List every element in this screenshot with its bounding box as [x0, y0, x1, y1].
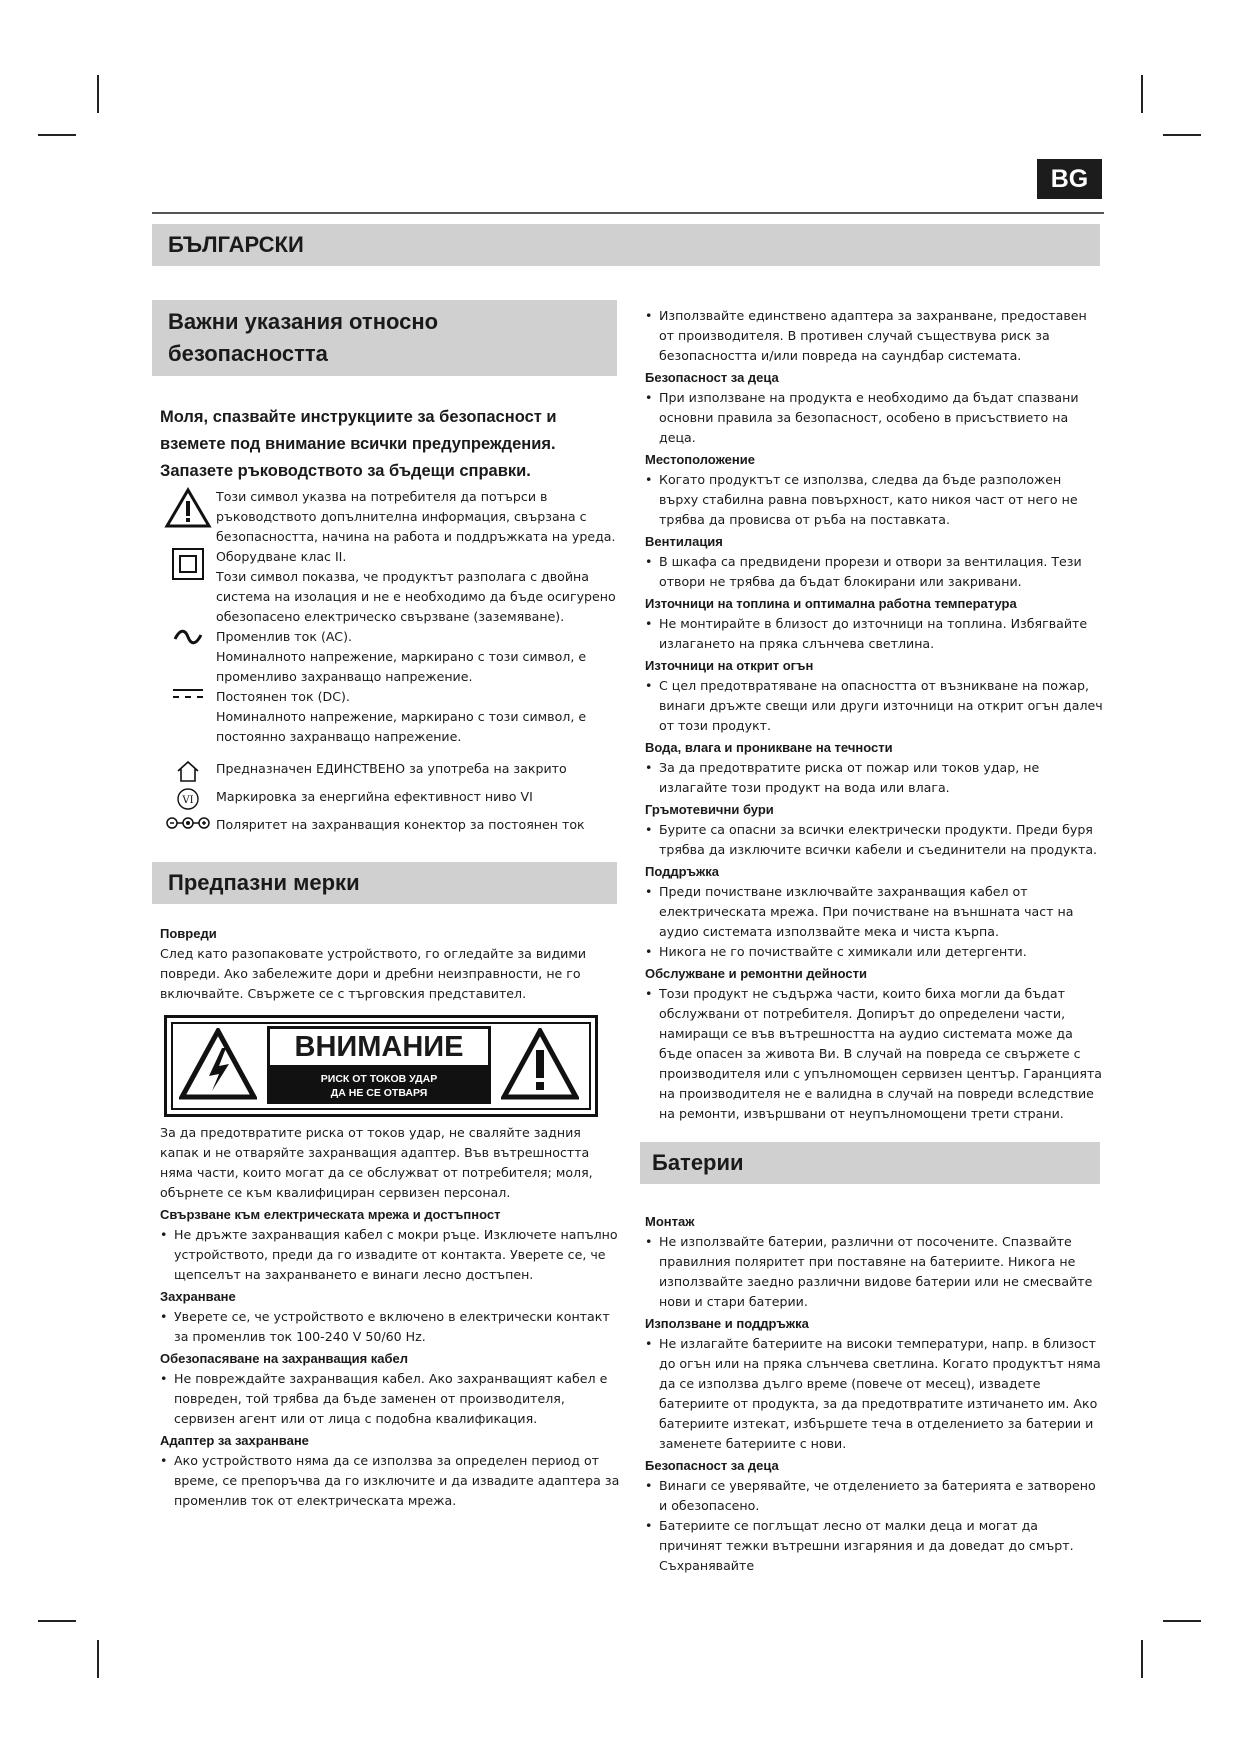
bullet-item: • Уверете се, че устройството е включено в електрически контакт за променлив ток 100-240 V 50/60 Hz.: [160, 1307, 620, 1347]
crop-mark: [1141, 1640, 1143, 1678]
bullet-item: • Когато продуктът се използва, следва да бъде разположен върху стабилна равна повърхност, като никоя част от него не трябва да провисва от ръба на поставката.: [645, 470, 1103, 530]
shock-warning-label: [164, 1015, 598, 1117]
right-sections: [645, 368, 1103, 1124]
section-heading: Източници на топлина и оптимална работна температура: [645, 596, 1017, 611]
bullet-item: • Не повреждайте захранващия кабел. Ако захранващият кабел е повреден, той трябва да бъде заменен от производителя, сервизен агент или от лица с подобна квалификация.: [160, 1369, 620, 1429]
symbol-description: [216, 687, 620, 747]
section-heading: Безопасност за деца: [645, 370, 779, 385]
bullet-item: • Бурите са опасни за всички електрически продукти. Преди буря трябва да изключите всички кабели и съединители на продукта.: [645, 820, 1103, 860]
safety-title: Важни указания относно безопасността: [152, 300, 617, 376]
section-heading: Обезопасяване на захранващия кабел: [160, 1351, 409, 1366]
section-heading: Гръмотевични бури: [645, 802, 774, 817]
symbol-description: [216, 547, 620, 627]
battery-column: [645, 1210, 1103, 1576]
section-heading: Свързване към електрическата мрежа и достъпност: [160, 1207, 501, 1222]
polarity-icon: [160, 815, 216, 831]
section-heading: Вентилация: [645, 534, 723, 549]
safety-intro: [160, 404, 620, 835]
symbol-description: [216, 759, 620, 779]
symbol-line: Променлив ток (AC).: [216, 629, 352, 644]
symbol-list: [160, 487, 620, 835]
damage-text: След като разопаковате устройството, го огледайте за видими повреди. Ако забележите дори и дребни неизправности, не го включвайте. Свържете се с търговския представител.: [160, 946, 587, 1001]
language-title: БЪЛГАРСКИ: [152, 224, 1100, 266]
bullet-item: • Винаги се уверявайте, че отделението за батерията е затворено и обезопасено.: [645, 1476, 1103, 1516]
lightning-warning-icon: [179, 1028, 257, 1100]
bullet-item: • С цел предотвратяване на опасността от възникване на пожар, винаги дръжте свещи или други източници на открит огън далеч от този продукт.: [645, 676, 1103, 736]
bullet-item: • Не излагайте батериите на високи температури, напр. в близост до огън или на пряка слънчева светлина. Когато продуктът няма да се използва дълго време (повече от месец), извадете батериите от продукта, за да предотвратите изтичането им. Ако батериите изтекат, избършете теча в отделението за батерии и заменете батериите с нови.: [645, 1334, 1103, 1454]
left-sections: [160, 1205, 620, 1511]
crop-mark: [38, 1620, 76, 1622]
battery-sections: [645, 1212, 1103, 1576]
section-heading: Безопасност за деца: [645, 1458, 779, 1473]
damage-section: [160, 922, 620, 1004]
divider: [152, 212, 1104, 214]
symbol-row: [160, 815, 620, 835]
shock-section: [160, 1123, 620, 1511]
section-heading: Вода, влага и проникване на течности: [645, 740, 893, 755]
warning-triangle-icon: [160, 487, 216, 529]
section-heading: Използване и поддръжка: [645, 1316, 809, 1331]
symbol-row: [160, 487, 620, 547]
warning-subtitle: [267, 1068, 491, 1104]
crop-mark: [1163, 1620, 1201, 1622]
class-ii-icon: [160, 547, 216, 581]
precautions-title: Предпазни мерки: [152, 862, 617, 904]
crop-mark: [97, 75, 99, 113]
crop-mark: [97, 1640, 99, 1678]
bullet-item: • В шкафа са предвидени прорези и отвори за вентилация. Тези отвори не трябва да бъдат блокирани или закривани.: [645, 552, 1103, 592]
symbol-row: [160, 547, 620, 627]
symbol-row: [160, 759, 620, 783]
bullet-item: • Не дръжте захранващия кабел с мокри ръце. Изключете напълно устройството, преди да го извадите от контакта. Уверете се, че щепселът на захранването е винаги лесно достъпен.: [160, 1225, 620, 1285]
warning-sub-line: РИСК ОТ ТОКОВ УДАР: [320, 1073, 438, 1085]
section-heading: Местоположение: [645, 452, 755, 467]
bullet-item: • Този продукт не съдържа части, които биха могли да бъдат обслужвани от потребителя. Допирът до определени части, намиращи се във вътрешността на аудио системата може да бъде опасен за живота Ви. В случай на повреда се свържете с производителя или с упълномощен сервизен център. Гаранцията на производителя не е валидна в случай на повреди вследствие на ремонти, извършвани от неупълномощени трети страни.: [645, 984, 1103, 1124]
bullet-item: • Ако устройството няма да се използва за определен период от време, се препоръчва да го изключите и да извадите адаптера за променлив ток от електрическата мрежа.: [160, 1451, 620, 1511]
symbol-line: Поляритет на захранващия конектор за постоянен ток: [216, 817, 585, 832]
symbol-description: [216, 787, 620, 807]
symbol-line: Номиналното напрежение, маркирано с този символ, е променливо захранващо напрежение.: [216, 649, 587, 684]
lead-text: Моля, спазвайте инструкциите за безопасност и вземете под внимание всички предупреждения. Запазете ръководството за бъдещи справки.: [160, 408, 557, 480]
shock-text: За да предотвратите риска от токов удар, не сваляйте задния капак и не отваряйте захранващия адаптер. Във вътрешността няма части, които могат да се обслужват от потребителя; моля, обърнете се към квалифициран сервизен персонал.: [160, 1125, 593, 1200]
bullet-item: • При използване на продукта е необходимо да бъдат спазвани основни правила за безопасност, особено в присъствието на деца.: [645, 388, 1103, 448]
crop-mark: [38, 134, 76, 136]
bullet-item: • Преди почистване изключвайте захранващия кабел от електрическата мрежа. При почистване на външната част на аудио системата използвайте мека и чиста кърпа.: [645, 882, 1103, 942]
ac-icon: [160, 627, 216, 647]
warning-sub-line: ДА НЕ СЕ ОТВАРЯ: [330, 1087, 428, 1099]
efficiency-vi-icon: [160, 787, 216, 811]
section-heading: Захранване: [160, 1289, 236, 1304]
crop-mark: [1141, 75, 1143, 113]
svg-text:VI: VI: [182, 795, 194, 806]
indoor-house-icon: [160, 759, 216, 783]
bullet-item: • Не използвайте батерии, различни от посочените. Спазвайте правилния поляритет при поставяне на батериите. Никога не използвайте заедно различни видове батерии или не смесвайте нови и стари батерии.: [645, 1232, 1103, 1312]
symbol-description: [216, 487, 620, 547]
symbol-line: Предназначен ЕДИНСТВЕНО за употреба на закрито: [216, 761, 567, 776]
symbol-description: [216, 627, 620, 687]
crop-mark: [1163, 134, 1201, 136]
dc-icon: [160, 687, 216, 701]
symbol-line: Маркировка за енергийна ефективност ниво VI: [216, 789, 533, 804]
batteries-title: Батерии: [640, 1142, 1100, 1184]
damage-heading: Повреди: [160, 926, 217, 941]
symbol-row: [160, 787, 620, 811]
symbol-row: [160, 687, 620, 747]
symbol-row: [160, 627, 620, 687]
bullet-item: • Никога не го почиствайте с химикали или детергенти.: [645, 942, 1103, 962]
symbol-description: [216, 815, 620, 835]
section-heading: Адаптер за захранване: [160, 1433, 309, 1448]
symbol-line: Номиналното напрежение, маркирано с този символ, е постоянно захранващо напрежение.: [216, 709, 587, 744]
right-column: [645, 306, 1103, 1124]
language-badge: BG: [1037, 159, 1102, 199]
adapter-bullet: • Използвайте единствено адаптера за захранване, предоставен от производителя. В противен случай съществува риск за безопасността и/или повреда на саундбар системата.: [645, 306, 1103, 366]
symbol-line: Този символ указва на потребителя да потърси в ръководството допълнителна информация, свързана с безопасността, начина на работа и поддръжката на уреда.: [216, 489, 616, 544]
section-heading: Поддръжка: [645, 864, 719, 879]
section-heading: Източници на открит огън: [645, 658, 814, 673]
warning-title: ВНИМАНИЕ: [267, 1026, 491, 1068]
symbol-line: Постоянен ток (DC).: [216, 689, 350, 704]
bullet-item: • За да предотвратите риска от пожар или токов удар, не излагайте този продукт на вода или влага.: [645, 758, 1103, 798]
bullet-item: • Не монтирайте в близост до източници на топлина. Избягвайте излагането на пряка слънчева светлина.: [645, 614, 1103, 654]
symbol-line: Този символ показва, че продуктът разполага с двойна система на изолация и не е необходимо да бъде осигурено обезопасено електрическо свързване (заземяване).: [216, 569, 616, 624]
section-heading: Обслужване и ремонтни дейности: [645, 966, 867, 981]
section-heading: Монтаж: [645, 1214, 695, 1229]
symbol-line: Оборудване клас II.: [216, 549, 347, 564]
bullet-item: • Батериите се поглъщат лесно от малки деца и могат да причинят тежки вътрешни изгаряния и да доведат до смърт. Съхранявайте: [645, 1516, 1103, 1576]
exclamation-warning-icon: [501, 1028, 579, 1100]
